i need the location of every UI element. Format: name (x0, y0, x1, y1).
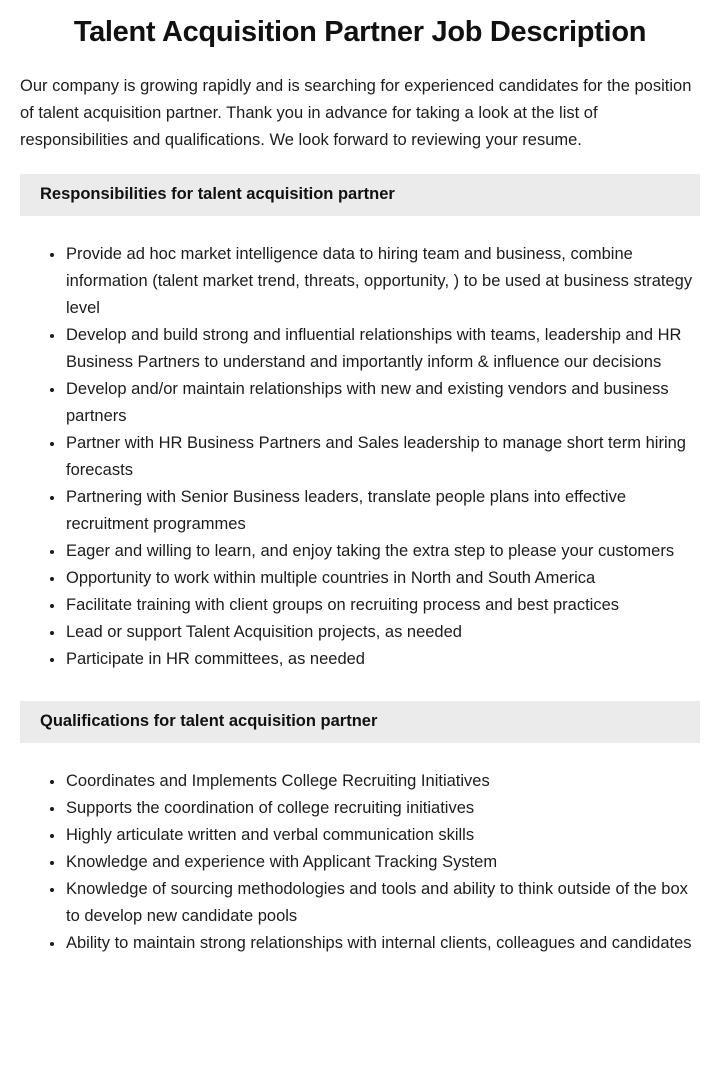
list-item: • Participate in HR committees, as needed (65, 646, 700, 673)
list-item: • Knowledge and experience with Applicant Tracking System (65, 849, 700, 876)
list-item: • Coordinates and Implements College Recruiting Initiatives (65, 768, 700, 795)
list-item: • Lead or support Talent Acquisition projects, as needed (65, 619, 700, 646)
list-item: • Provide ad hoc market intelligence data to hiring team and business, combine information (talent market trend, threats, opportunity, ) to be used at business strategy level (65, 241, 700, 322)
list-item: • Develop and/or maintain relationships with new and existing vendors and business partners (65, 376, 700, 430)
list-item: • Knowledge of sourcing methodologies and tools and ability to think outside of the box to develop new candidate pools (65, 876, 700, 930)
qualifications-list (20, 768, 700, 957)
intro-paragraph: Our company is growing rapidly and is searching for experienced candidates for the position of talent acquisition partner. Thank you in advance for taking a look at the list of responsibilities and qualifications. We look forward to reviewing your resume. (20, 77, 692, 149)
job-description-page (0, 16, 720, 1009)
qualifications-heading: Qualifications for talent acquisition partner (20, 701, 700, 743)
list-item: • Develop and build strong and influential relationships with teams, leadership and HR Business Partners to understand and importantly inform & influence our decisions (65, 322, 700, 376)
responsibilities-list (20, 241, 700, 673)
list-item: • Highly articulate written and verbal communication skills (65, 822, 700, 849)
page-title: Talent Acquisition Partner Job Description (73, 16, 647, 48)
list-item: • Partnering with Senior Business leaders, translate people plans into effective recruitment programmes (65, 484, 700, 538)
list-item: • Opportunity to work within multiple countries in North and South America (65, 565, 700, 592)
list-item: • Partner with HR Business Partners and Sales leadership to manage short term hiring forecasts (65, 430, 700, 484)
list-item: • Facilitate training with client groups on recruiting process and best practices (65, 592, 700, 619)
list-item: • Supports the coordination of college recruiting initiatives (65, 795, 700, 822)
list-item: • Ability to maintain strong relationships with internal clients, colleagues and candidates (65, 930, 700, 957)
responsibilities-heading: Responsibilities for talent acquisition partner (20, 174, 700, 216)
list-item: • Eager and willing to learn, and enjoy taking the extra step to please your customers (65, 538, 700, 565)
